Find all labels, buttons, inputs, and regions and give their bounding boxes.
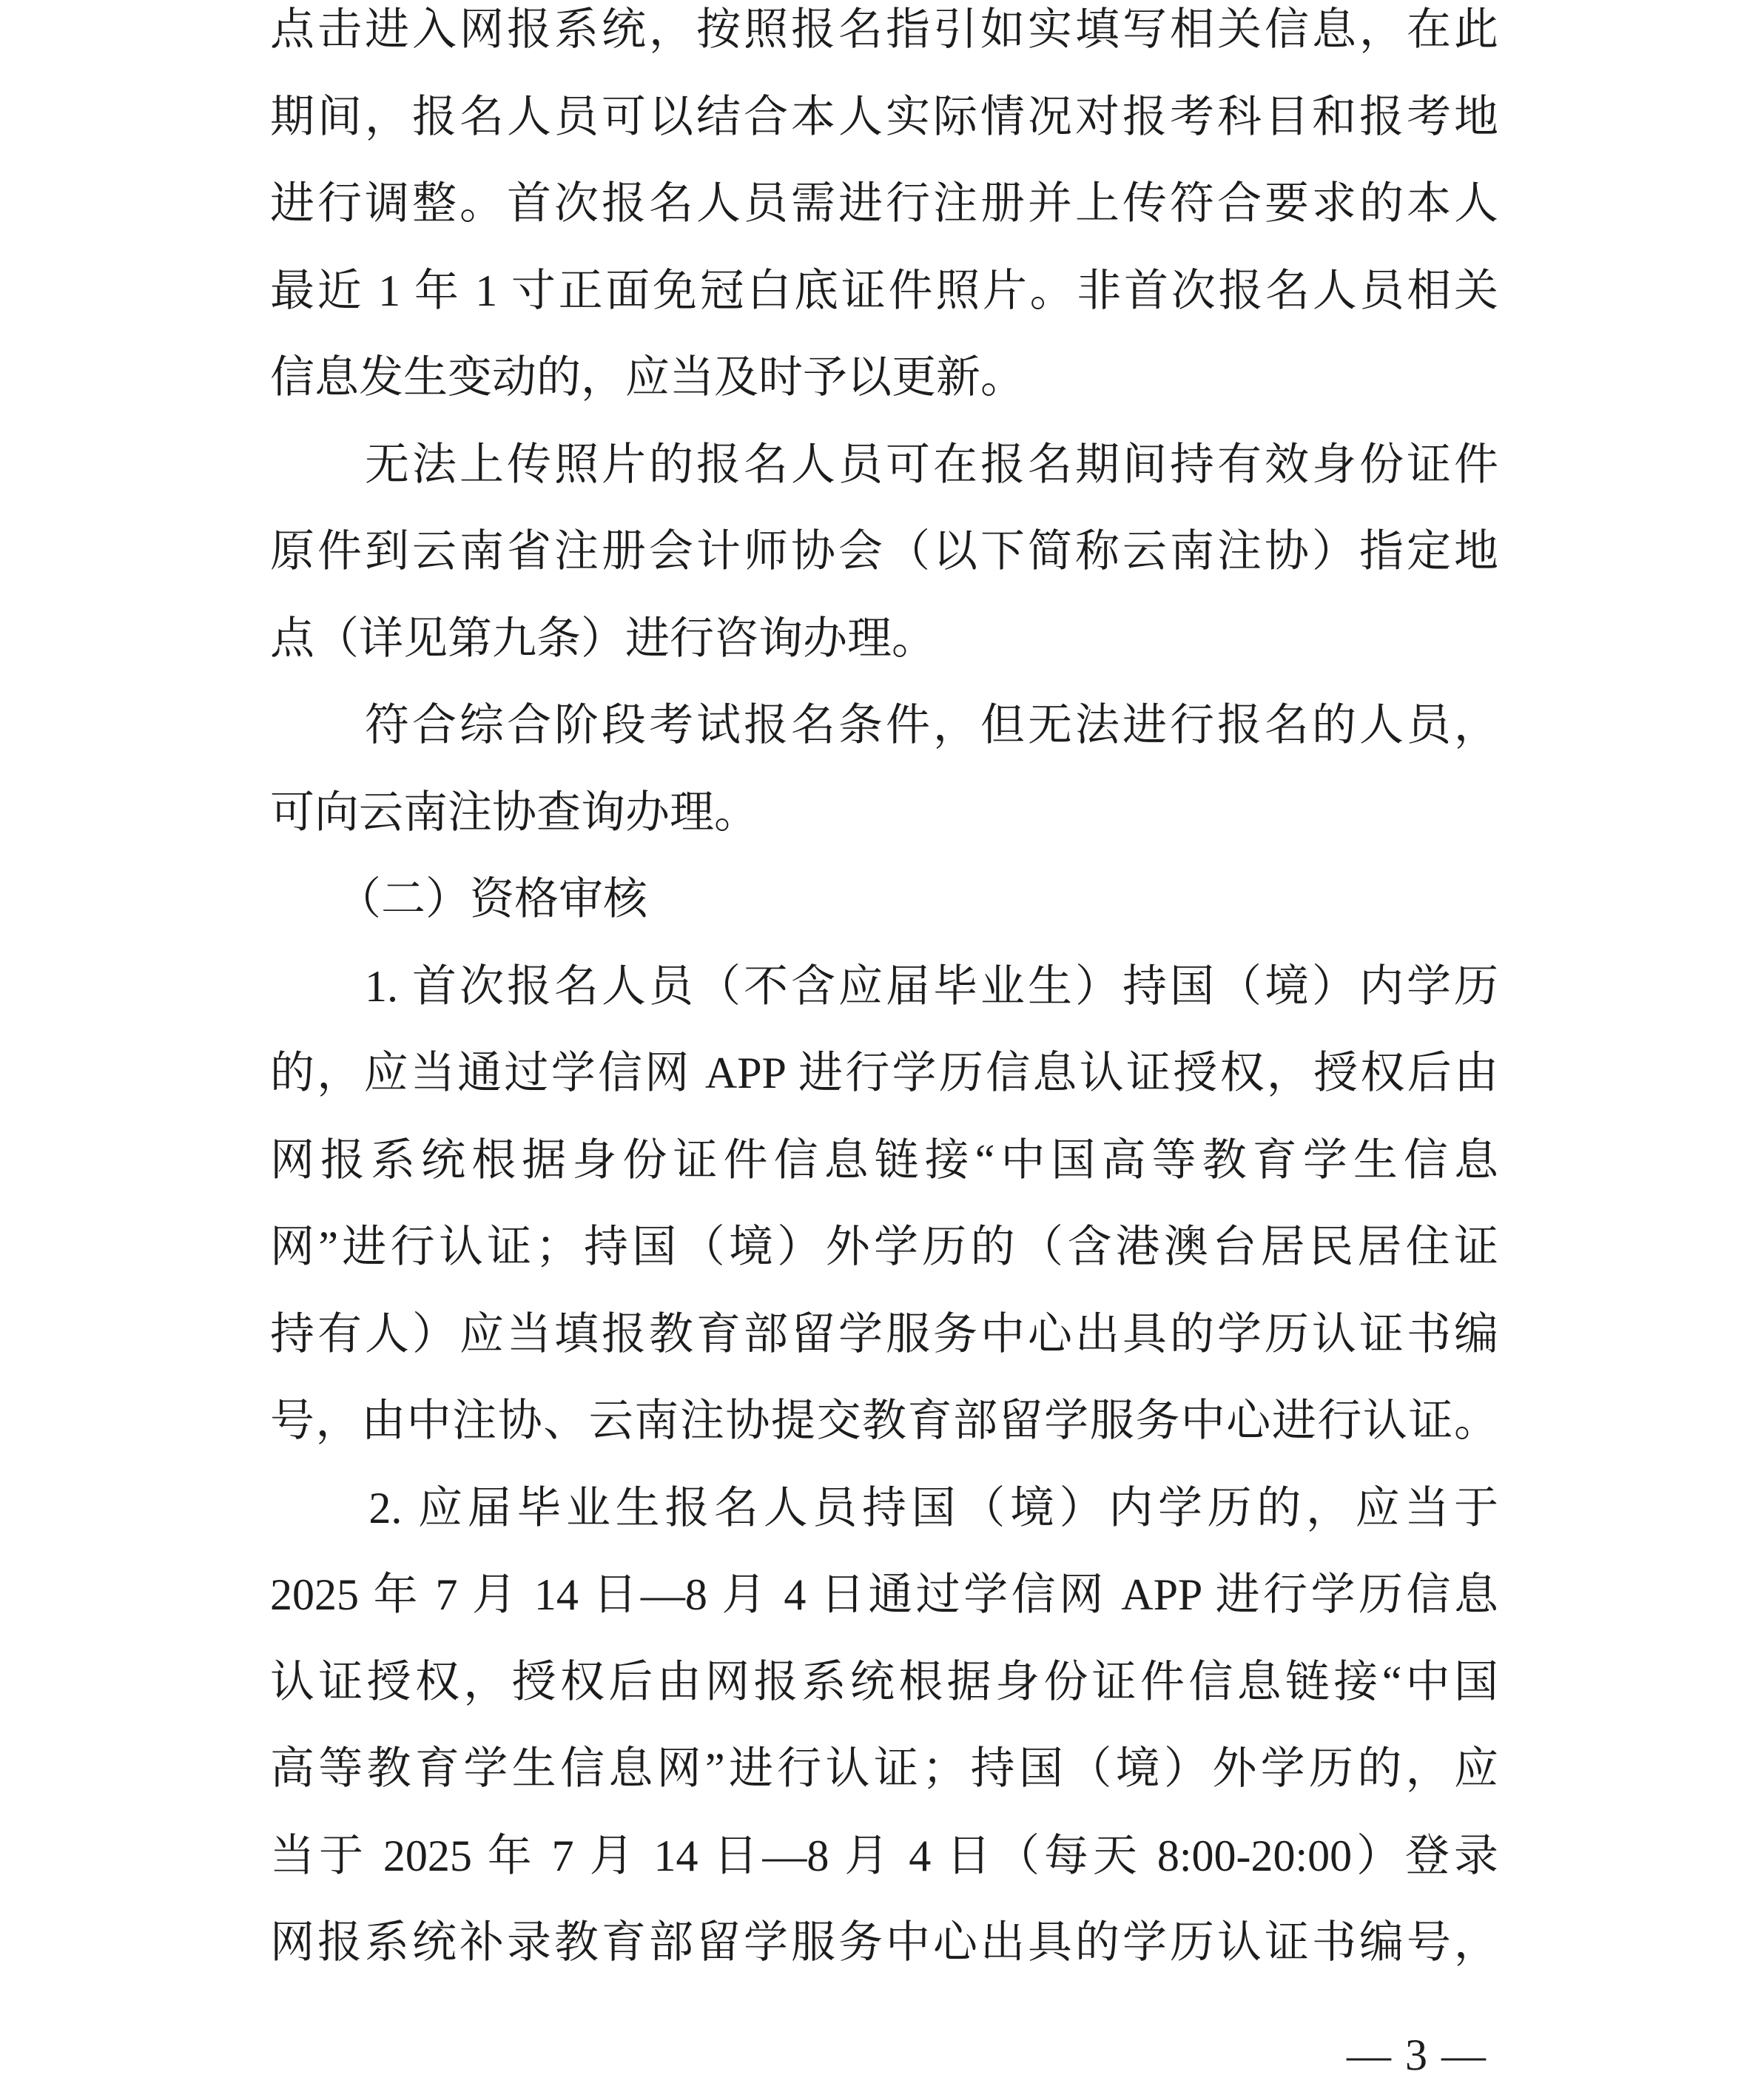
text-line: 点（详见第九条）进行咨询办理。 xyxy=(270,613,936,663)
text-line: 点击进入网报系统，按照报名指引如实填写相关信息，在此 xyxy=(270,5,1498,54)
text-line: 持有人）应当填报教育部留学服务中心出具的学历认证书编 xyxy=(270,1309,1498,1359)
text-line: 原件到云南省注册会计师协会（以下简称云南注协）指定地 xyxy=(270,527,1498,576)
text-line: 2. 应届毕业生报名人员持国（境）内学历的，应当于 xyxy=(270,1483,1498,1533)
text-line: 进行调整。首次报名人员需进行注册并上传符合要求的本人 xyxy=(270,179,1498,228)
section-heading: （二）资格审核 xyxy=(270,875,647,924)
document-body xyxy=(270,0,1498,1987)
text-line: 符合综合阶段考试报名条件，但无法进行报名的人员， xyxy=(270,701,1498,750)
text-line: 1. 首次报名人员（不含应届毕业生）持国（境）内学历 xyxy=(270,961,1498,1011)
text-line: 信息发生变动的，应当及时予以更新。 xyxy=(270,353,1025,402)
text-line: 网报系统根据身份证件信息链接“中国高等教育学生信息 xyxy=(270,1135,1498,1185)
text-line: 高等教育学生信息网”进行认证；持国（境）外学历的，应 xyxy=(270,1744,1498,1793)
text-line: 网报系统补录教育部留学服务中心出具的学历认证书编号， xyxy=(270,1918,1498,1967)
page-number: — 3 — xyxy=(1347,2031,1487,2079)
text-line: 2025 年 7 月 14 日—8 月 4 日通过学信网 APP 进行学历信息 xyxy=(270,1570,1498,1619)
text-line: 认证授权，授权后由网报系统根据身份证件信息链接“中国 xyxy=(270,1657,1498,1706)
text-line: 的，应当通过学信网 APP 进行学历信息认证授权，授权后由 xyxy=(270,1049,1498,1097)
text-line: 无法上传照片的报名人员可在报名期间持有效身份证件 xyxy=(270,440,1498,489)
text-line: 网”进行认证；持国（境）外学历的（含港澳台居民居住证 xyxy=(270,1222,1498,1271)
text-line: 可向云南注协查询办理。 xyxy=(270,787,758,837)
text-line: 当于 2025 年 7 月 14 日—8 月 4 日（每天 8:00-20:00）登录 xyxy=(270,1831,1498,1880)
text-line: 号，由中注协、云南注协提交教育部留学服务中心进行认证。 xyxy=(270,1396,1498,1445)
text-line: 期间，报名人员可以结合本人实际情况对报考科目和报考地 xyxy=(270,92,1498,141)
text-line: 最近 1 年 1 寸正面免冠白底证件照片。非首次报名人员相关 xyxy=(270,266,1498,315)
